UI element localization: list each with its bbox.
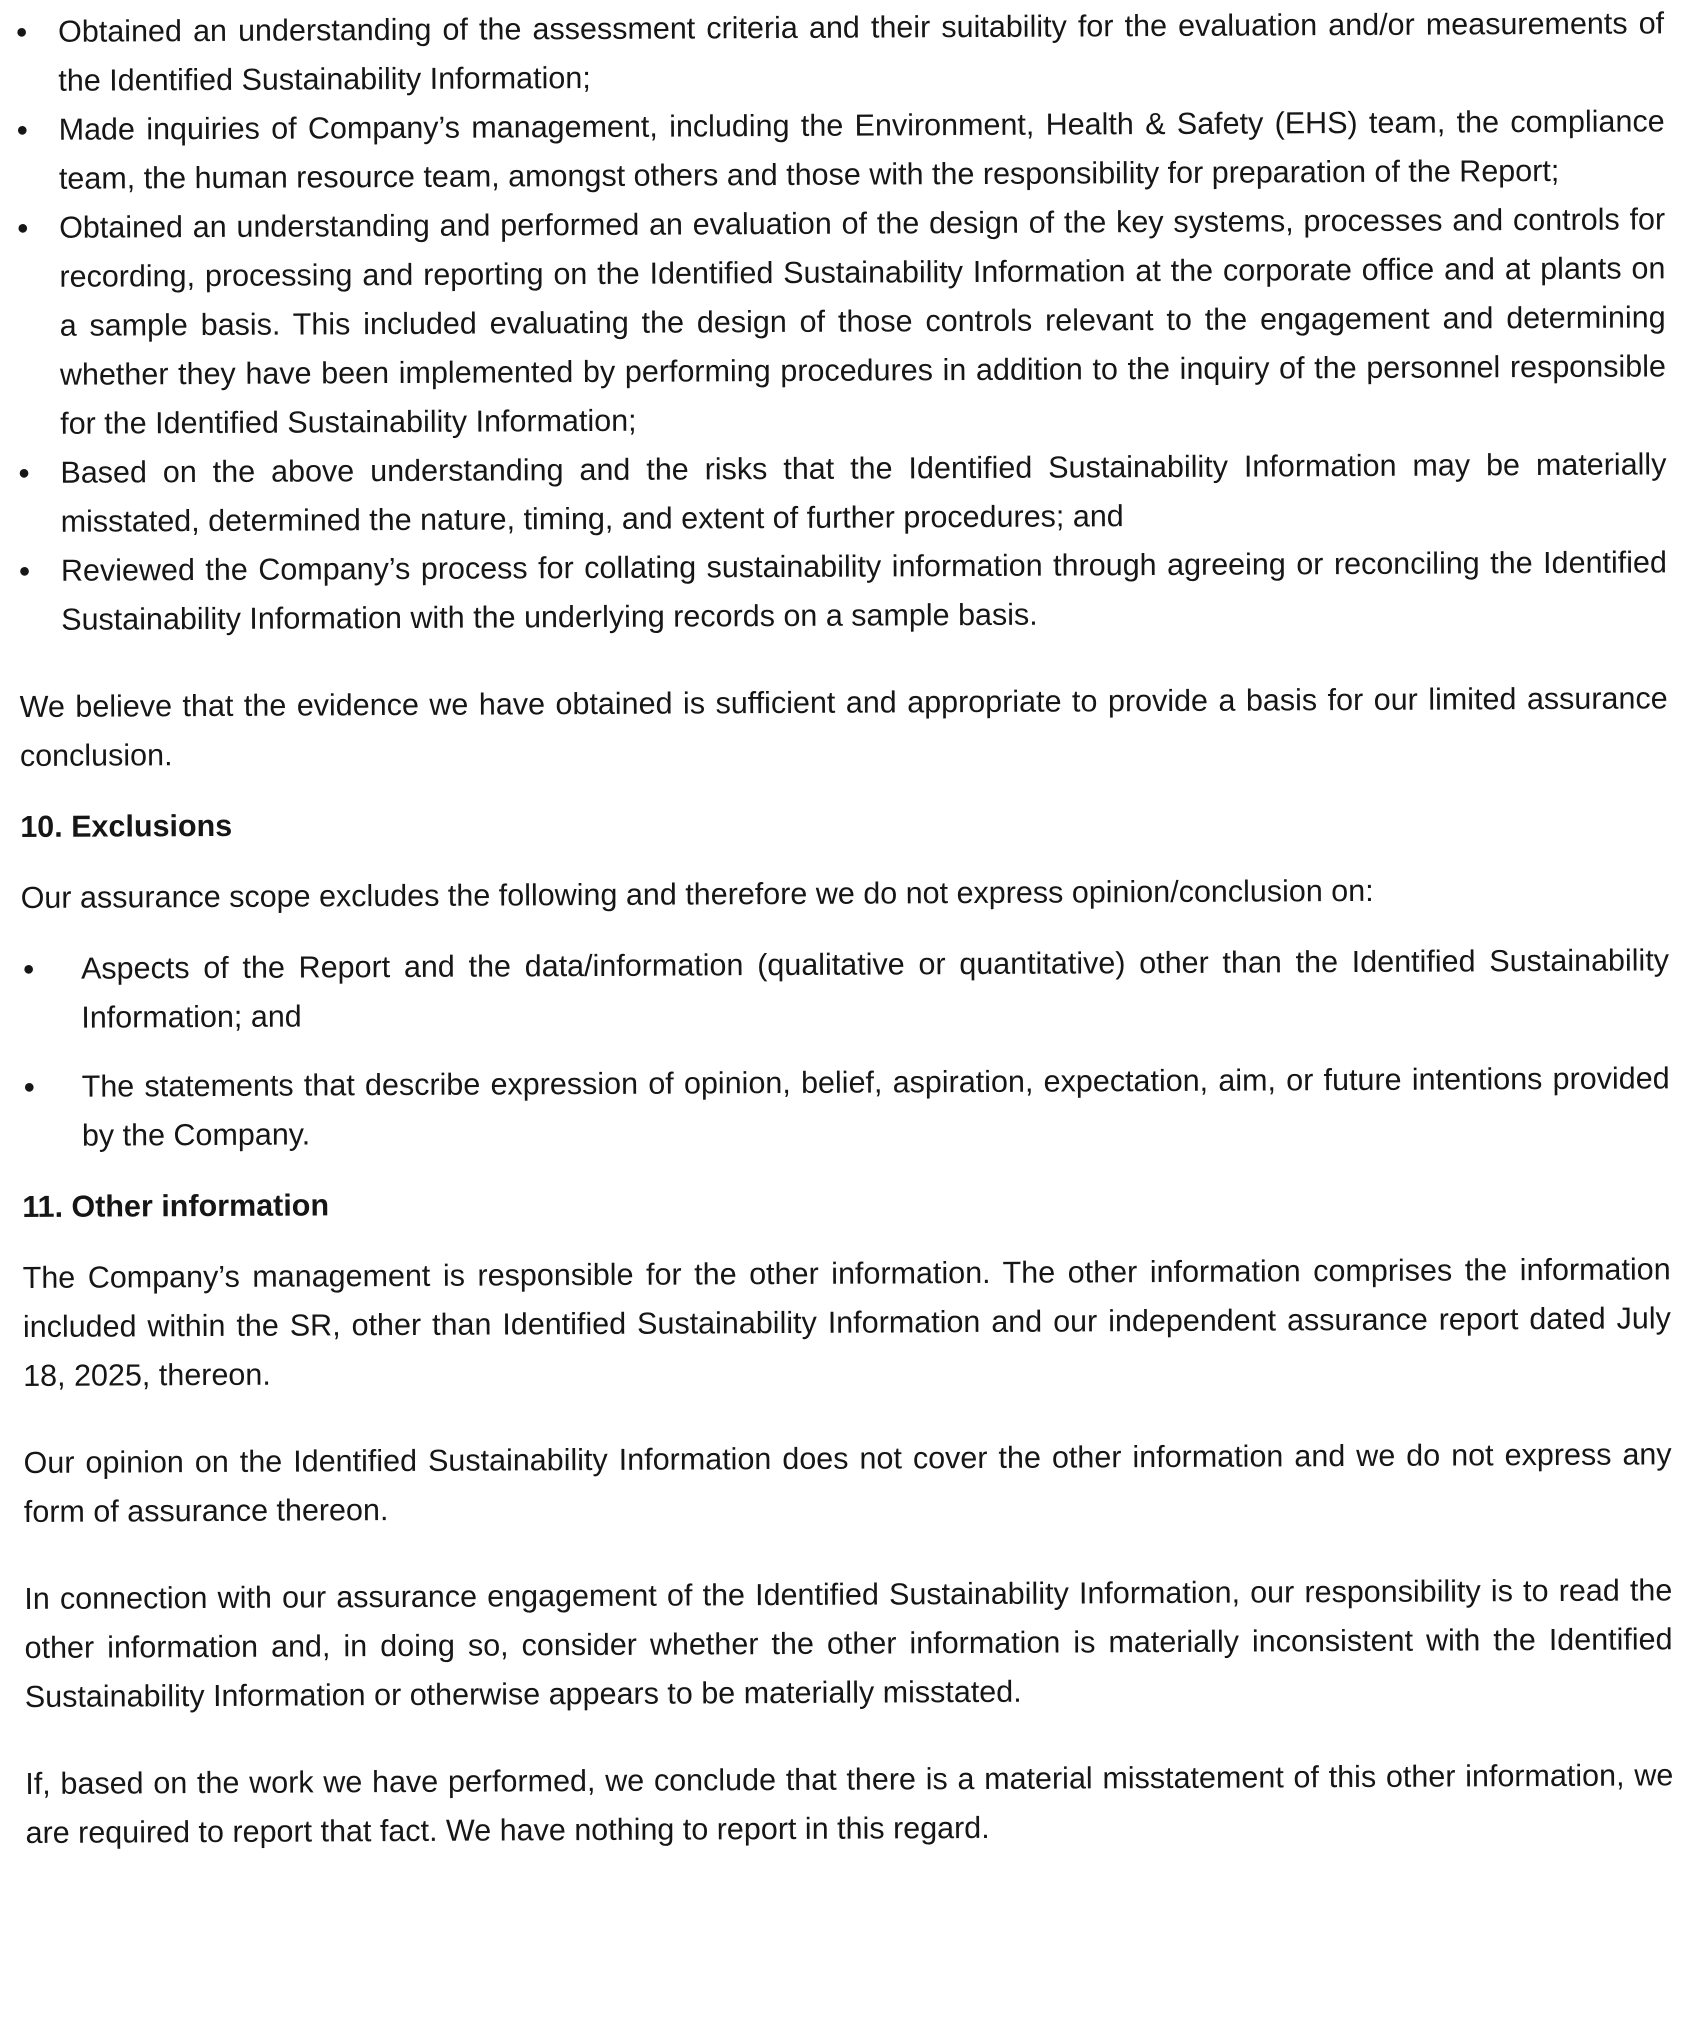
other-information-paragraph: Our opinion on the Identified Sustainability Information does not cover the other information and we do not express any form of assurance thereon. <box>23 1437 1672 1529</box>
list-item-text: Reviewed the Company’s process for collating sustainability information through agreeing or reconciling the Identified Sustainability Information with the underlying records on a sample basis. <box>60 545 1668 637</box>
list-item <box>16 0 1664 106</box>
exclusions-heading: 10. Exclusions <box>20 808 233 844</box>
bullet-icon: • <box>18 552 31 589</box>
other-information-paragraph: If, based on the work we have performed, we conclude that there is a material misstatement of this other information, we are required to report that fact. We have nothing to report in this regard. <box>25 1758 1674 1850</box>
list-item <box>19 538 1667 645</box>
bullet-icon: • <box>18 454 30 491</box>
list-item-text: The statements that describe expression of opinion, belief, aspiration, expectation, aim, or future intentions provided by the Company. <box>81 1061 1670 1153</box>
bullet-icon: • <box>16 111 28 148</box>
list-item-text: Obtained an understanding of the assessment criteria and their suitability for the evaluation and/or measurements of the Identified Sustainability Information; <box>58 6 1665 98</box>
bullet-icon: • <box>16 13 28 50</box>
other-information-paragraph: The Company’s management is responsible for the other information. The other information comprises the information included within the SR, other than Identified Sustainability Information and our independent assurance report dated July 18, 2025, thereon. <box>22 1252 1671 1393</box>
bullet-icon: • <box>22 950 35 987</box>
list-item <box>17 97 1665 204</box>
bullet-icon: • <box>23 1068 35 1105</box>
list-item-text: Made inquiries of Company’s management, including the Environment, Health & Safety (EHS) team, the compliance team, the human resource team, amongst others and those with the responsibility for preparation of the Report; <box>58 104 1665 196</box>
exclusions-intro: Our assurance scope excludes the following and therefore we do not express opinion/conclusion on: <box>20 873 1374 915</box>
list-item <box>18 440 1666 547</box>
procedures-list <box>16 0 1667 645</box>
other-information-paragraph: In connection with our assurance engagement of the Identified Sustainability Information, our responsibility is to read the other information and, in doing so, consider whether the other information is materially inconsistent with the Identified Sustainability Information or otherwise appears to be materially misstated. <box>24 1573 1673 1714</box>
evidence-statement: We believe that the evidence we have obtained is sufficient and appropriate to provide a basis for our limited assurance conclusion. <box>19 681 1668 773</box>
bullet-icon: • <box>17 209 29 246</box>
list-item-text: Based on the above understanding and the risks that the Identified Sustainability Information may be materially misstated, determined the nature, timing, and extent of further procedures; and <box>60 447 1667 539</box>
list-item <box>22 1054 1670 1161</box>
list-item-text: Aspects of the Report and the data/information (qualitative or quantitative) other than the Identified Sustainability Information; and <box>80 943 1670 1035</box>
list-item <box>21 936 1669 1043</box>
list-item-text: Obtained an understanding and performed an evaluation of the design of the key systems, processes and controls for recording, processing and reporting on the Identified Sustainability Information at the corporate office and at plants on a sample basis. This included evaluating the design of those controls relevant to the engagement and determining whether they have been implemented by performing procedures in addition to the inquiry of the personnel responsible for the Identified Sustainability Information; <box>59 202 1666 441</box>
list-item <box>17 195 1666 449</box>
document-body <box>16 0 1674 1858</box>
exclusions-list <box>21 936 1670 1161</box>
other-information-heading: 11. Other information <box>22 1188 330 1224</box>
